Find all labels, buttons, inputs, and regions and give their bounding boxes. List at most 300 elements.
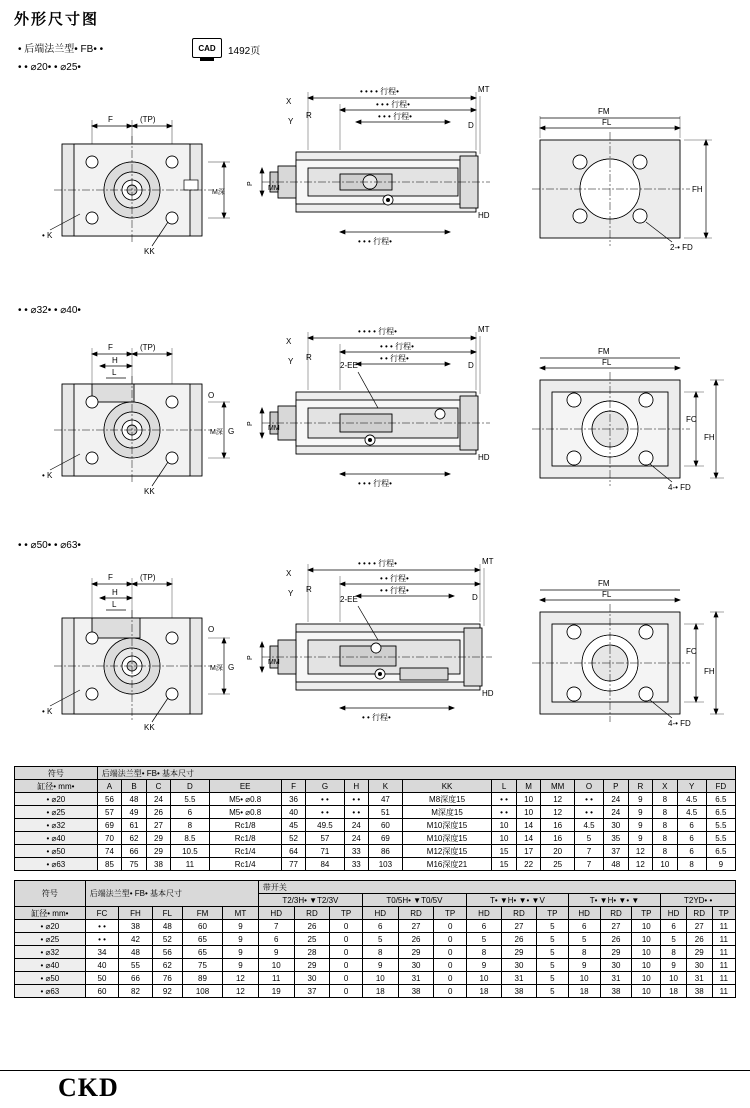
cell-M: 17 bbox=[516, 845, 541, 858]
column-HD: HD bbox=[258, 907, 294, 920]
table-row bbox=[15, 819, 736, 832]
cell-HD: 6 bbox=[362, 920, 398, 933]
svg-text:HD: HD bbox=[482, 689, 494, 698]
cell-MM: 12 bbox=[541, 793, 575, 806]
cell-RD: 29 bbox=[294, 959, 330, 972]
svg-text:MT: MT bbox=[478, 85, 490, 94]
cell-O: 7 bbox=[574, 858, 603, 871]
cell-G: 49.5 bbox=[306, 819, 344, 832]
column-HD: HD bbox=[362, 907, 398, 920]
cell-MM: 25 bbox=[541, 858, 575, 871]
cell-bore: • ⌀63 bbox=[15, 985, 86, 998]
column-Y: Y bbox=[677, 780, 706, 793]
cell-RD: 26 bbox=[501, 933, 536, 946]
header-symbol: 符号 bbox=[15, 881, 86, 907]
svg-text:FH: FH bbox=[692, 185, 703, 194]
cell-TP: 11 bbox=[712, 920, 735, 933]
cell-FM: 65 bbox=[182, 946, 222, 959]
column-HD: HD bbox=[466, 907, 501, 920]
header-bore: 缸径• mm• bbox=[15, 907, 86, 920]
cell-K: 86 bbox=[369, 845, 403, 858]
column-TP: TP bbox=[330, 907, 363, 920]
svg-text:P: P bbox=[247, 181, 254, 186]
svg-text:KK: KK bbox=[144, 487, 155, 496]
cell-HD: 6 bbox=[661, 920, 687, 933]
column-RD: RD bbox=[686, 907, 712, 920]
cell-MT: 9 bbox=[223, 920, 259, 933]
cell-KK: M8深度15 bbox=[402, 793, 492, 806]
cell-FL: 48 bbox=[152, 920, 182, 933]
cell-TP: 0 bbox=[434, 985, 467, 998]
column-P: P bbox=[604, 780, 629, 793]
cell-EE: Rc1/8 bbox=[209, 832, 281, 845]
table-row bbox=[15, 793, 736, 806]
cell-HD: 18 bbox=[661, 985, 687, 998]
table-header-row bbox=[15, 881, 736, 894]
cell-TP: 10 bbox=[632, 946, 661, 959]
svg-text:G: G bbox=[228, 427, 235, 436]
cell-RD: 30 bbox=[501, 959, 536, 972]
cell-HD: 9 bbox=[661, 959, 687, 972]
cell-P: 48 bbox=[604, 858, 629, 871]
cell-FC: • • bbox=[85, 933, 118, 946]
cell-O: 5 bbox=[574, 832, 603, 845]
cell-HD: 18 bbox=[466, 985, 501, 998]
svg-text:FM: FM bbox=[598, 347, 610, 356]
table-row bbox=[15, 845, 736, 858]
cell-Y: 4.5 bbox=[677, 793, 706, 806]
cell-P: 24 bbox=[604, 793, 629, 806]
cell-TP: 0 bbox=[434, 933, 467, 946]
cell-TP: 0 bbox=[330, 985, 363, 998]
svg-text:FM: FM bbox=[598, 579, 610, 588]
cell-RD: 30 bbox=[398, 959, 434, 972]
cell-TP: 0 bbox=[434, 959, 467, 972]
cell-M: 10 bbox=[516, 806, 541, 819]
footer-divider bbox=[0, 1070, 750, 1071]
table-row bbox=[15, 933, 736, 946]
cell-MT: 9 bbox=[223, 946, 259, 959]
cell-KK: M深度15 bbox=[402, 806, 492, 819]
column-KK: KK bbox=[402, 780, 492, 793]
svg-text:• K: • K bbox=[42, 707, 53, 716]
svg-text:FL: FL bbox=[602, 590, 612, 599]
cell-B: 49 bbox=[122, 806, 147, 819]
svg-text:MM: MM bbox=[268, 185, 280, 192]
cell-F: 45 bbox=[281, 819, 306, 832]
cell-L: 15 bbox=[492, 845, 517, 858]
cell-L: 10 bbox=[492, 832, 517, 845]
cell-R: 9 bbox=[628, 819, 653, 832]
svg-text:O: O bbox=[208, 625, 215, 634]
svg-text:4-• FD: 4-• FD bbox=[668, 719, 691, 728]
cell-B: 61 bbox=[122, 819, 147, 832]
cell-H: 24 bbox=[344, 832, 369, 845]
svg-text:L: L bbox=[112, 600, 117, 609]
cell-X: 8 bbox=[653, 806, 678, 819]
svg-text:• • 行程•: • • 行程• bbox=[380, 354, 409, 363]
cell-bore: • ⌀20 bbox=[15, 920, 86, 933]
table-row bbox=[15, 832, 736, 845]
svg-text:• • 行程•: • • 行程• bbox=[362, 713, 391, 722]
subtitle-bore-2: • • ⌀32• • ⌀40• bbox=[18, 305, 81, 316]
cell-O: 7 bbox=[574, 845, 603, 858]
cell-bore: • ⌀63 bbox=[15, 858, 98, 871]
cell-FL: 76 bbox=[152, 972, 182, 985]
cell-RD: 38 bbox=[600, 985, 632, 998]
svg-text:HD: HD bbox=[478, 453, 490, 462]
svg-text:• • • 行程•: • • • 行程• bbox=[376, 100, 410, 109]
svg-text:X: X bbox=[286, 569, 292, 578]
cell-M: 22 bbox=[516, 858, 541, 871]
cell-TP: 5 bbox=[536, 920, 568, 933]
cell-G: 84 bbox=[306, 858, 344, 871]
cell-FH: 66 bbox=[119, 972, 152, 985]
table-header-row bbox=[15, 767, 736, 780]
cell-HD: 8 bbox=[568, 946, 600, 959]
cell-TP: 0 bbox=[330, 946, 363, 959]
cell-L: • • bbox=[492, 793, 517, 806]
svg-text:• • • • 行程•: • • • • 行程• bbox=[358, 559, 397, 568]
svg-text:HD: HD bbox=[478, 211, 490, 220]
cell-RD: 29 bbox=[686, 946, 712, 959]
column-D: D bbox=[171, 780, 209, 793]
column-RD: RD bbox=[294, 907, 330, 920]
cell-HD: 8 bbox=[362, 946, 398, 959]
cell-MM: 16 bbox=[541, 832, 575, 845]
column-F: F bbox=[281, 780, 306, 793]
svg-text:FC: FC bbox=[686, 415, 697, 424]
svg-text:FC: FC bbox=[686, 647, 697, 656]
cell-EE: Rc1/8 bbox=[209, 819, 281, 832]
subtitle-bore-1: • • ⌀20• • ⌀25• bbox=[18, 62, 81, 73]
cell-MT: 12 bbox=[223, 972, 259, 985]
svg-text:MM: MM bbox=[268, 659, 280, 666]
page-title: 外形尺寸图 bbox=[14, 11, 100, 28]
cell-RD: 29 bbox=[600, 946, 632, 959]
cell-D: 5.5 bbox=[171, 793, 209, 806]
column-O: O bbox=[574, 780, 603, 793]
cell-R: 9 bbox=[628, 806, 653, 819]
cell-K: 47 bbox=[369, 793, 403, 806]
cell-TP: 5 bbox=[536, 985, 568, 998]
cell-C: 38 bbox=[146, 858, 171, 871]
cell-RD: 30 bbox=[600, 959, 632, 972]
column-TP: TP bbox=[536, 907, 568, 920]
cell-RD: 26 bbox=[686, 933, 712, 946]
cell-RD: 25 bbox=[294, 933, 330, 946]
cell-EE: Rc1/4 bbox=[209, 858, 281, 871]
cell-RD: 27 bbox=[398, 920, 434, 933]
svg-text:FL: FL bbox=[602, 358, 612, 367]
cell-D: 6 bbox=[171, 806, 209, 819]
cell-FD: 6.5 bbox=[706, 793, 735, 806]
svg-text:(TP): (TP) bbox=[140, 573, 156, 582]
cell-FH: 42 bbox=[119, 933, 152, 946]
cell-bore: • ⌀20 bbox=[15, 793, 98, 806]
cell-TP: 10 bbox=[632, 972, 661, 985]
svg-text:MM: MM bbox=[268, 425, 280, 432]
cell-MM: 16 bbox=[541, 819, 575, 832]
cell-H: 33 bbox=[344, 858, 369, 871]
column-K: K bbox=[369, 780, 403, 793]
column-MM: MM bbox=[541, 780, 575, 793]
column-X: X bbox=[653, 780, 678, 793]
switch-group-T2/3H• ▼T2/3V: T2/3H• ▼T2/3V bbox=[258, 894, 362, 907]
cell-RD: 37 bbox=[294, 985, 330, 998]
table-row bbox=[15, 946, 736, 959]
svg-text:• • • 行程•: • • • 行程• bbox=[380, 342, 414, 351]
svg-text:• • • 行程•: • • • 行程• bbox=[358, 479, 392, 488]
cell-RD: 26 bbox=[398, 933, 434, 946]
table-column-row bbox=[15, 780, 736, 793]
cell-H: 33 bbox=[344, 845, 369, 858]
column-FD: FD bbox=[706, 780, 735, 793]
column-HD: HD bbox=[661, 907, 687, 920]
svg-text:(TP): (TP) bbox=[140, 343, 156, 352]
column-HD: HD bbox=[568, 907, 600, 920]
column-EE: EE bbox=[209, 780, 281, 793]
subtitle-type: • 后端法兰型• FB• • bbox=[18, 44, 104, 55]
svg-text:MT: MT bbox=[478, 325, 490, 334]
column-R: R bbox=[628, 780, 653, 793]
switch-group-T2YD• •: T2YD• • bbox=[661, 894, 736, 907]
svg-text:2-• FD: 2-• FD bbox=[670, 243, 693, 252]
cell-F: 64 bbox=[281, 845, 306, 858]
cell-HD: 9 bbox=[362, 959, 398, 972]
table-row bbox=[15, 858, 736, 871]
cell-FD: 5.5 bbox=[706, 832, 735, 845]
cell-L: 15 bbox=[492, 858, 517, 871]
svg-text:• • • • 行程•: • • • • 行程• bbox=[360, 87, 399, 96]
drawing-group-bore20-25 bbox=[40, 82, 730, 272]
cell-bore: • ⌀25 bbox=[15, 933, 86, 946]
svg-text:H: H bbox=[112, 356, 118, 365]
cell-O: • • bbox=[574, 793, 603, 806]
cell-HD: 10 bbox=[258, 959, 294, 972]
cell-RD: 26 bbox=[600, 933, 632, 946]
cell-K: 60 bbox=[369, 819, 403, 832]
switch-group-T• ▼H• ▼• ▼: T• ▼H• ▼• ▼ bbox=[568, 894, 660, 907]
column-FL: FL bbox=[152, 907, 182, 920]
svg-text:4-• FD: 4-• FD bbox=[668, 483, 691, 492]
svg-text:2-EE: 2-EE bbox=[340, 595, 358, 604]
cell-FH: 82 bbox=[119, 985, 152, 998]
cell-G: • • bbox=[306, 793, 344, 806]
cell-RD: 31 bbox=[600, 972, 632, 985]
column-RD: RD bbox=[501, 907, 536, 920]
svg-text:FH: FH bbox=[704, 667, 715, 676]
header-switch: 带开关 bbox=[258, 881, 735, 894]
cell-O: 4.5 bbox=[574, 819, 603, 832]
svg-text:FL: FL bbox=[602, 118, 612, 127]
cell-L: 10 bbox=[492, 819, 517, 832]
header-title: 后端法兰型• FB• 基本尺寸 bbox=[85, 881, 258, 907]
cell-RD: 30 bbox=[294, 972, 330, 985]
cell-FD: 5.5 bbox=[706, 819, 735, 832]
cell-F: 52 bbox=[281, 832, 306, 845]
cell-FD: 9 bbox=[706, 858, 735, 871]
subtitle-bore-3: • • ⌀50• • ⌀63• bbox=[18, 540, 81, 551]
column-B: B bbox=[122, 780, 147, 793]
cell-Y: 6 bbox=[677, 832, 706, 845]
column-L: L bbox=[492, 780, 517, 793]
table-row bbox=[15, 920, 736, 933]
cell-RD: 38 bbox=[501, 985, 536, 998]
cell-bore: • ⌀32 bbox=[15, 819, 98, 832]
cell-Y: 6 bbox=[677, 819, 706, 832]
cell-O: • • bbox=[574, 806, 603, 819]
cell-TP: 10 bbox=[632, 920, 661, 933]
cell-G: • • bbox=[306, 806, 344, 819]
cell-C: 29 bbox=[146, 845, 171, 858]
cell-RD: 31 bbox=[686, 972, 712, 985]
cell-MT: 12 bbox=[223, 985, 259, 998]
header-title: 后端法兰型• FB• 基本尺寸 bbox=[97, 767, 735, 780]
cell-D: 11 bbox=[171, 858, 209, 871]
cell-TP: 11 bbox=[712, 959, 735, 972]
cell-HD: 9 bbox=[466, 959, 501, 972]
cell-G: 71 bbox=[306, 845, 344, 858]
svg-text:R: R bbox=[306, 585, 312, 594]
svg-text:• • 行程•: • • 行程• bbox=[380, 574, 409, 583]
cell-TP: 5 bbox=[536, 959, 568, 972]
cell-HD: 19 bbox=[258, 985, 294, 998]
column-G: G bbox=[306, 780, 344, 793]
cell-X: 8 bbox=[653, 793, 678, 806]
cell-TP: 0 bbox=[434, 972, 467, 985]
cell-F: 77 bbox=[281, 858, 306, 871]
svg-text:H: H bbox=[112, 588, 118, 597]
cell-FC: 40 bbox=[85, 959, 118, 972]
svg-text:X: X bbox=[286, 337, 292, 346]
svg-text:M深: M深 bbox=[210, 665, 223, 672]
cell-HD: 10 bbox=[661, 972, 687, 985]
cell-B: 48 bbox=[122, 793, 147, 806]
cell-FM: 60 bbox=[182, 920, 222, 933]
svg-text:F: F bbox=[108, 573, 113, 582]
column-TP: TP bbox=[712, 907, 735, 920]
cell-FC: • • bbox=[85, 920, 118, 933]
column-FH: FH bbox=[119, 907, 152, 920]
column-M: M bbox=[516, 780, 541, 793]
cell-P: 37 bbox=[604, 845, 629, 858]
cell-C: 27 bbox=[146, 819, 171, 832]
column-TP: TP bbox=[632, 907, 661, 920]
cell-KK: M12深度15 bbox=[402, 845, 492, 858]
cell-FL: 62 bbox=[152, 959, 182, 972]
cell-F: 40 bbox=[281, 806, 306, 819]
cell-HD: 5 bbox=[568, 933, 600, 946]
cell-M: 14 bbox=[516, 832, 541, 845]
cell-X: 8 bbox=[653, 819, 678, 832]
cell-EE: M5• ⌀0.8 bbox=[209, 806, 281, 819]
cell-K: 103 bbox=[369, 858, 403, 871]
cell-RD: 31 bbox=[398, 972, 434, 985]
column-H: H bbox=[344, 780, 369, 793]
table-row bbox=[15, 806, 736, 819]
cell-KK: M16深度21 bbox=[402, 858, 492, 871]
header-symbol: 符号 bbox=[15, 767, 98, 780]
cell-HD: 9 bbox=[258, 946, 294, 959]
cell-RD: 31 bbox=[501, 972, 536, 985]
cell-FD: 6.5 bbox=[706, 845, 735, 858]
cell-R: 9 bbox=[628, 793, 653, 806]
cell-FD: 6.5 bbox=[706, 806, 735, 819]
cell-FH: 48 bbox=[119, 946, 152, 959]
cell-HD: 7 bbox=[258, 920, 294, 933]
cell-K: 69 bbox=[369, 832, 403, 845]
svg-text:Y: Y bbox=[288, 117, 294, 126]
svg-text:• K: • K bbox=[42, 231, 53, 240]
cell-bore: • ⌀40 bbox=[15, 959, 86, 972]
svg-text:(TP): (TP) bbox=[140, 115, 156, 124]
cell-Y: 4.5 bbox=[677, 806, 706, 819]
cell-C: 26 bbox=[146, 806, 171, 819]
cell-L: • • bbox=[492, 806, 517, 819]
cell-MT: 9 bbox=[223, 959, 259, 972]
cell-TP: 0 bbox=[434, 946, 467, 959]
cell-RD: 38 bbox=[398, 985, 434, 998]
cell-FM: 89 bbox=[182, 972, 222, 985]
cell-F: 36 bbox=[281, 793, 306, 806]
svg-text:L: L bbox=[112, 368, 117, 377]
cell-P: 35 bbox=[604, 832, 629, 845]
cell-TP: 5 bbox=[536, 972, 568, 985]
cell-TP: 0 bbox=[330, 959, 363, 972]
cell-HD: 10 bbox=[568, 972, 600, 985]
column-TP: TP bbox=[434, 907, 467, 920]
column-MT: MT bbox=[223, 907, 259, 920]
svg-text:MT: MT bbox=[482, 557, 494, 566]
cell-TP: 11 bbox=[712, 933, 735, 946]
cad-icon: CAD bbox=[192, 38, 222, 58]
drawing-group-bore32-40 bbox=[40, 322, 730, 512]
cell-HD: 11 bbox=[258, 972, 294, 985]
cell-X: 8 bbox=[653, 832, 678, 845]
cell-FL: 92 bbox=[152, 985, 182, 998]
cell-HD: 6 bbox=[568, 920, 600, 933]
cell-FH: 38 bbox=[119, 920, 152, 933]
svg-text:• • • • 行程•: • • • • 行程• bbox=[358, 327, 397, 336]
cell-RD: 27 bbox=[600, 920, 632, 933]
svg-text:Y: Y bbox=[288, 357, 294, 366]
cell-HD: 8 bbox=[661, 946, 687, 959]
cell-R: 12 bbox=[628, 845, 653, 858]
cell-TP: 11 bbox=[712, 972, 735, 985]
svg-text:D: D bbox=[472, 593, 478, 602]
svg-text:• K: • K bbox=[42, 471, 53, 480]
cell-bore: • ⌀40 bbox=[15, 832, 98, 845]
cell-P: 30 bbox=[604, 819, 629, 832]
svg-text:• • 行程•: • • 行程• bbox=[380, 586, 409, 595]
drawing-group-bore50-63 bbox=[40, 556, 730, 746]
cell-bore: • ⌀32 bbox=[15, 946, 86, 959]
cell-TP: 5 bbox=[536, 946, 568, 959]
cell-bore: • ⌀50 bbox=[15, 972, 86, 985]
cell-FL: 52 bbox=[152, 933, 182, 946]
cell-H: • • bbox=[344, 806, 369, 819]
cell-MM: 20 bbox=[541, 845, 575, 858]
svg-text:• • • 行程•: • • • 行程• bbox=[378, 112, 412, 121]
cell-RD: 30 bbox=[686, 959, 712, 972]
cell-HD: 18 bbox=[362, 985, 398, 998]
cell-TP: 11 bbox=[712, 946, 735, 959]
switch-group-T0/5H• ▼T0/5V: T0/5H• ▼T0/5V bbox=[362, 894, 466, 907]
svg-text:FH: FH bbox=[704, 433, 715, 442]
svg-text:M深: M深 bbox=[210, 429, 223, 436]
svg-text:R: R bbox=[306, 111, 312, 120]
